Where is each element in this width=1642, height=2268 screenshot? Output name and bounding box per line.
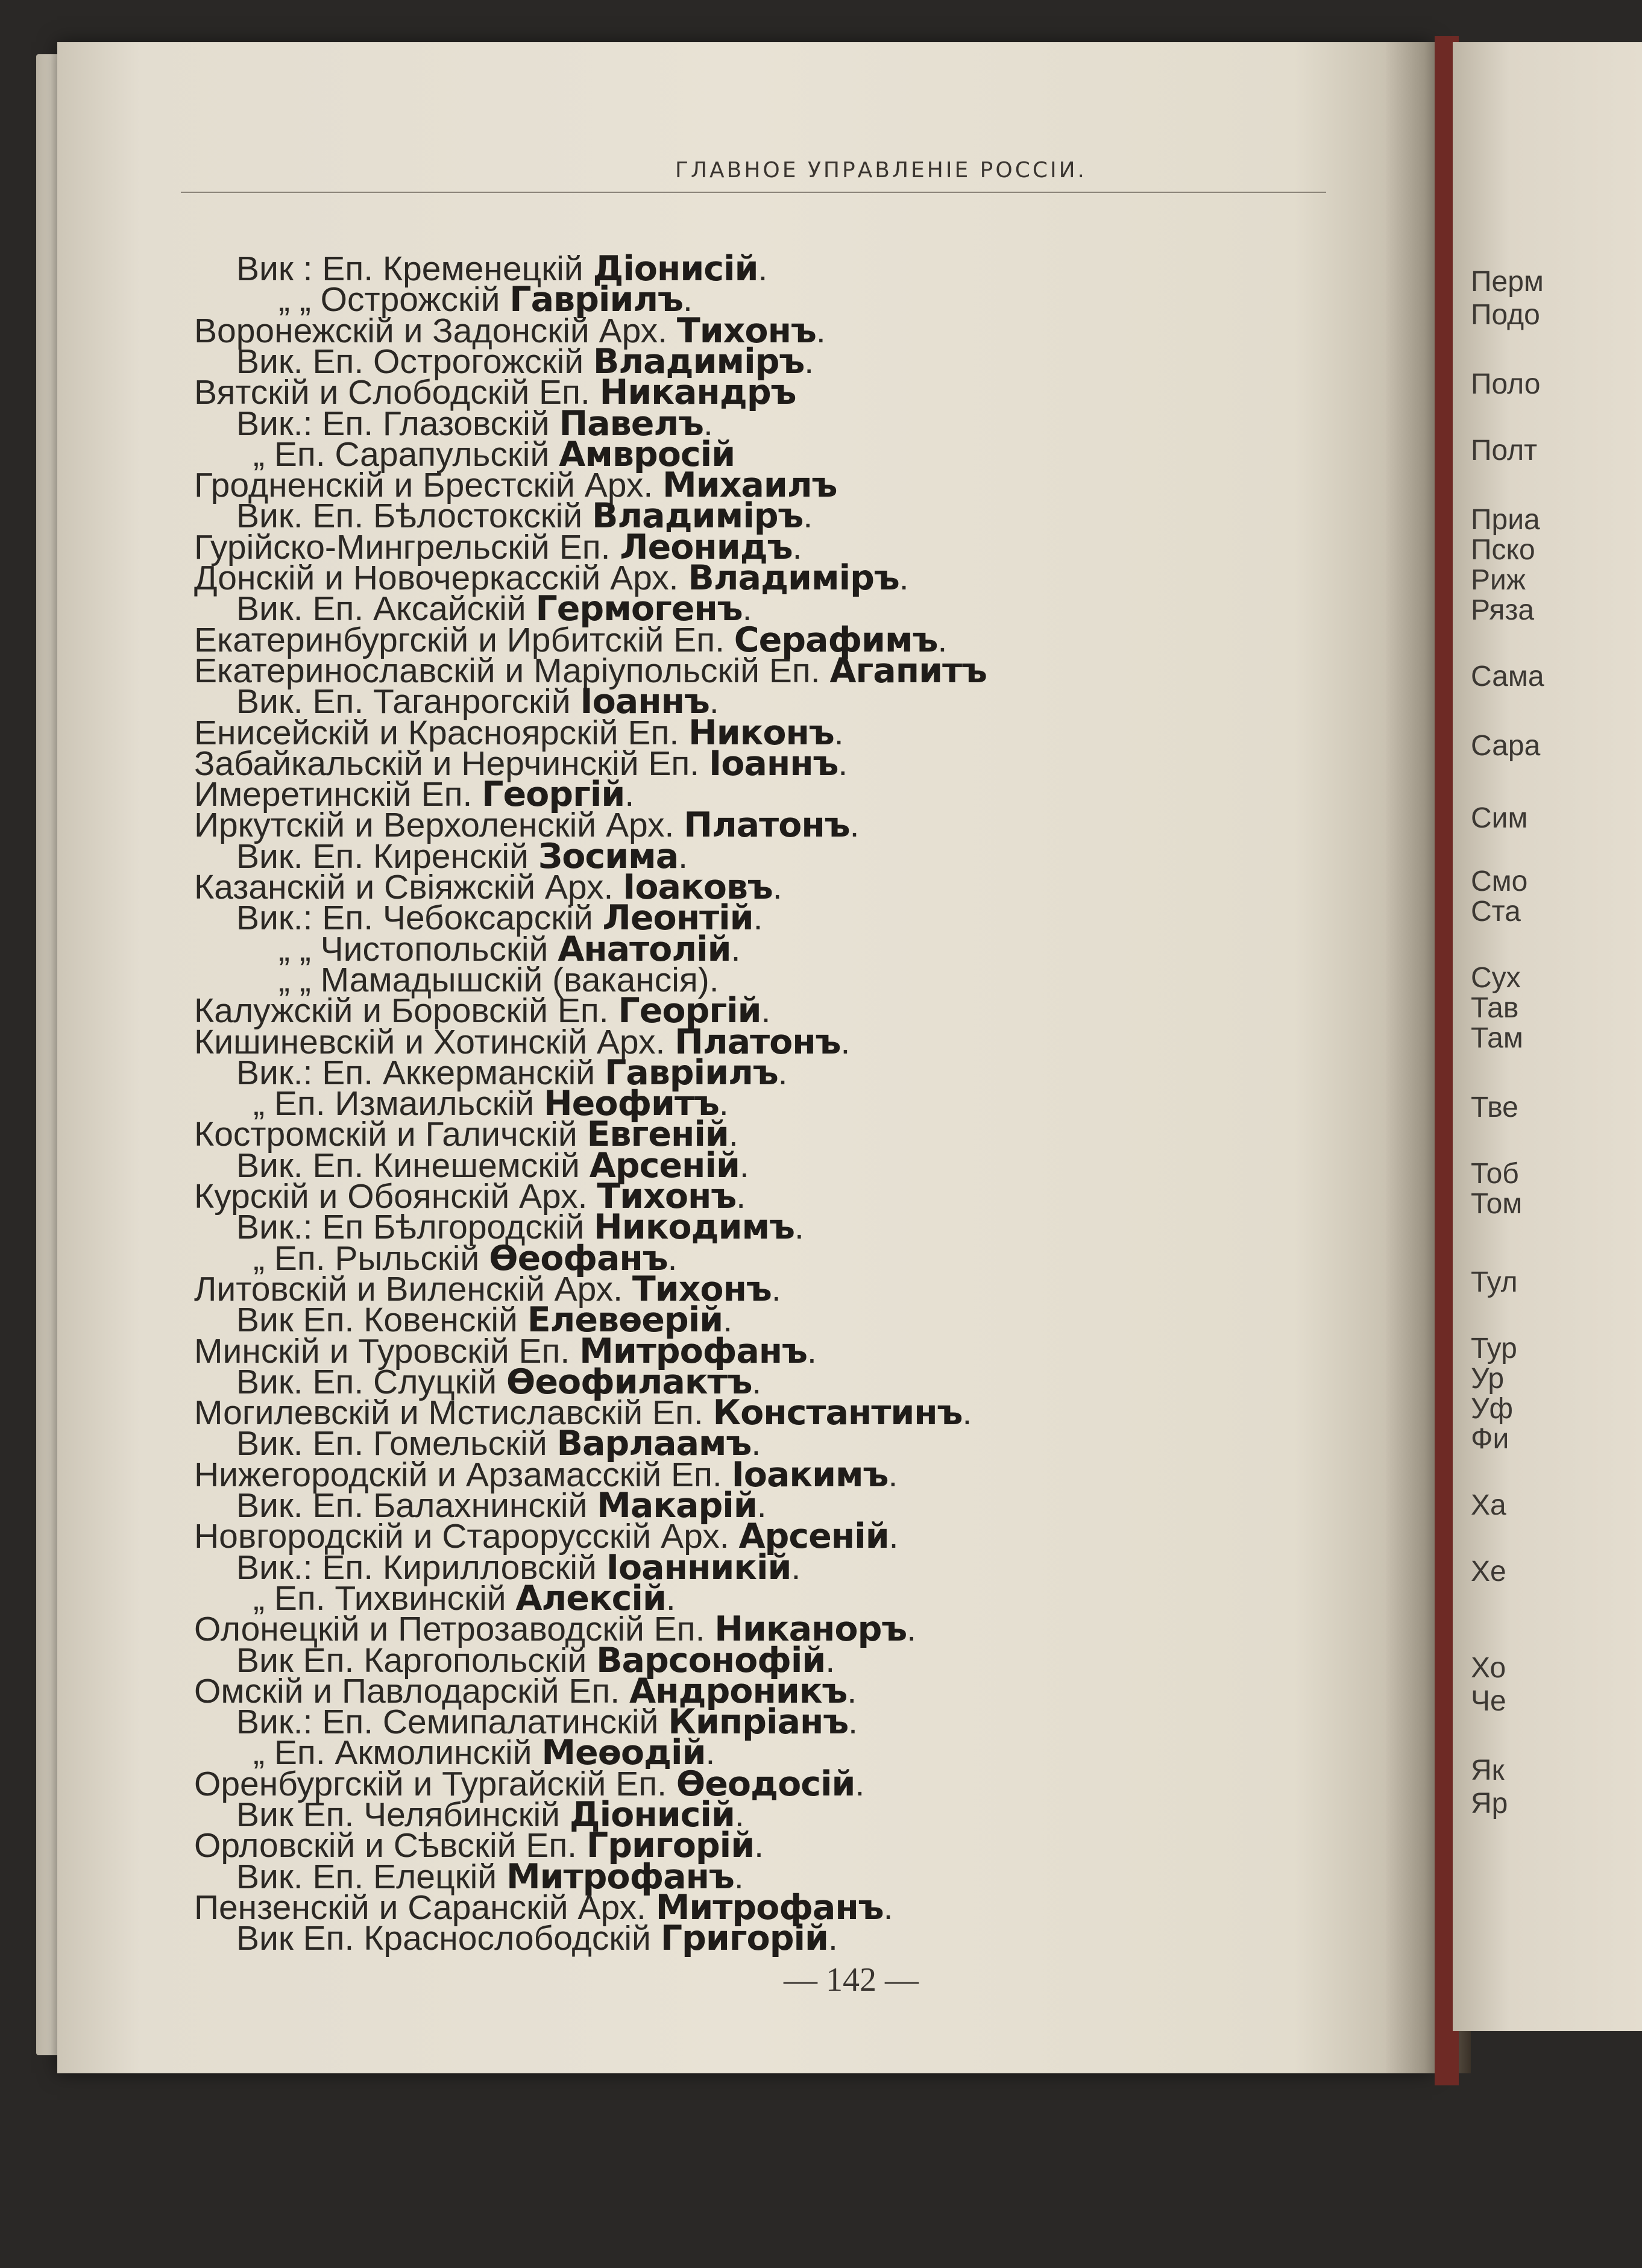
line-punct: .	[807, 1331, 817, 1371]
line-title: Екатеринославскій и Маріупольскій Еп.	[194, 651, 830, 690]
line-title: „ „ Острожскій	[278, 280, 510, 319]
line-punct: .	[723, 1301, 733, 1340]
right-page-word: Ряза	[1471, 594, 1535, 626]
line-title: Имеретинскій Еп.	[194, 775, 482, 814]
line-punct: .	[728, 1115, 738, 1154]
bishop-name: Кипріанъ	[668, 1702, 849, 1742]
line-title: Вик : Еп. Кременецкій	[236, 250, 593, 288]
right-page-word: Хо	[1471, 1652, 1506, 1684]
bishop-name: Тихонъ	[676, 310, 816, 351]
bishop-name: Гермогенъ	[535, 589, 743, 629]
bishop-name: Меѳодій	[541, 1733, 706, 1773]
line-punct: .	[734, 1795, 744, 1834]
line-title: Вик. Еп. Таганрогскій	[236, 682, 580, 721]
line-punct: .	[840, 1022, 851, 1061]
right-page-word: Як	[1471, 1754, 1505, 1786]
right-page-word: Сим	[1471, 802, 1528, 834]
right-page-word: Тве	[1471, 1092, 1518, 1123]
line-title: Енисейскій и Красноярскій Еп.	[194, 713, 689, 752]
bishop-name: Никонъ	[688, 712, 834, 753]
line-punct: .	[804, 342, 814, 381]
line-title: Воронежскій и Задонскій Арх.	[194, 311, 677, 350]
line-punct: .	[731, 929, 741, 969]
line-title: „ Еп. Измаильскій	[253, 1084, 544, 1123]
line-title: „ „ Мамадышскій (вакансія).	[278, 960, 719, 999]
right-page-word: Тул	[1471, 1266, 1518, 1298]
right-page-word: Поло	[1471, 368, 1541, 400]
line-punct: .	[889, 1517, 899, 1556]
bishop-name: Ѳеофанъ	[489, 1238, 668, 1278]
bishop-name: Георгій	[482, 774, 625, 815]
right-page-word: Подо	[1471, 299, 1540, 331]
line-punct: .	[803, 497, 813, 536]
right-page-word: Сара	[1471, 730, 1541, 762]
bishop-name: Діонисій	[569, 1795, 735, 1835]
bishop-name: Ѳеодосій	[676, 1764, 855, 1804]
line-title: „ Еп. Акмолинскій	[253, 1733, 542, 1773]
line-title: „ Еп. Тихвинскій	[253, 1578, 516, 1618]
bishop-name: Михаилъ	[662, 465, 837, 506]
line-punct: .	[703, 404, 713, 443]
line-punct: .	[742, 589, 752, 629]
bishop-name: Митрофанъ	[579, 1331, 808, 1371]
line-punct: .	[734, 1857, 744, 1896]
bishop-name: Георгій	[618, 991, 761, 1031]
line-title: Нижегородскій и Арзамасскій Еп.	[194, 1455, 732, 1494]
line-punct: .	[937, 620, 948, 659]
right-page-word: Ха	[1471, 1489, 1506, 1521]
line-title: Костромскій и Галичскій	[194, 1115, 587, 1154]
right-page-word: Там	[1471, 1022, 1523, 1054]
line-title: Вик. Еп. Кинешемскій	[236, 1146, 590, 1185]
right-page-word: Тав	[1471, 992, 1519, 1024]
line-punct: .	[771, 1269, 781, 1308]
line-title: Вик.: Еп. Глазовскій	[236, 404, 559, 443]
line-punct: .	[761, 991, 771, 1031]
bishop-name: Арсеній	[589, 1145, 740, 1186]
bishop-name: Іоаннъ	[708, 743, 838, 784]
line-punct: .	[847, 1671, 857, 1710]
line-title: Забайкальскій и Нерчинскій Еп.	[194, 744, 709, 783]
line-punct: .	[828, 1919, 838, 1958]
running-header: ГЛАВНОЕ УПРАВЛЕНІЕ РОССІИ.	[675, 158, 1087, 183]
list-line	[236, 1918, 838, 1959]
bishop-name: Митрофанъ	[506, 1856, 734, 1897]
line-title: Гродненскій и Брестскій Арх.	[194, 466, 662, 505]
line-title: Вик.: Еп Бѣлгородскій	[236, 1208, 594, 1247]
line-punct: .	[838, 744, 848, 783]
right-page-word: Уф	[1471, 1393, 1513, 1425]
bishop-name: Анатолій	[558, 929, 731, 969]
bishop-name: Гавріилъ	[604, 1052, 778, 1093]
bishop-name: Леонтій	[602, 898, 753, 938]
line-title: „ Еп. Сарапульскій	[253, 435, 559, 474]
line-title: Вик. Еп. Слуцкій	[236, 1362, 506, 1401]
right-page-word: Яр	[1471, 1788, 1508, 1820]
bishop-name: Серафимъ	[734, 620, 938, 660]
line-punct: .	[888, 1455, 898, 1494]
line-title: Казанскій и Свіяжскій Арх.	[194, 868, 623, 906]
right-page-word: Тоб	[1471, 1158, 1519, 1190]
right-page-word: Смо	[1471, 865, 1528, 897]
line-title: Омскій и Павлодарскій Еп.	[194, 1671, 629, 1710]
line-punct: .	[907, 1610, 917, 1649]
line-title: „ Еп. Рыльскій	[253, 1239, 489, 1278]
line-punct: .	[757, 1486, 767, 1525]
right-page-word: Полт	[1471, 435, 1538, 466]
line-title: Вик. Еп. Киренскій	[236, 837, 538, 876]
bishop-name: Амвросій	[559, 434, 735, 474]
line-title: Вик. Еп. Балахнинскій	[236, 1486, 597, 1525]
bishop-name: Зосима	[538, 836, 679, 876]
bishop-name: Алексій	[515, 1578, 666, 1618]
right-page-word: Фи	[1471, 1423, 1509, 1455]
right-page-word: Приа	[1471, 504, 1540, 536]
right-page-word: Сух	[1471, 962, 1521, 994]
line-title: Вик Еп. Краснослободскій	[236, 1919, 661, 1958]
line-punct: .	[834, 713, 844, 752]
line-title: Кишиневскій и Хотинскій Арх.	[194, 1022, 675, 1061]
line-title: Вик. Еп. Бѣлостокскій	[236, 497, 592, 536]
bishop-name: Макарій	[597, 1486, 757, 1525]
bishop-name: Агапитъ	[829, 650, 987, 691]
line-title: Иркутскій и Верхоленскій Арх.	[194, 806, 684, 845]
line-punct: .	[825, 1641, 835, 1680]
line-punct: .	[816, 311, 826, 350]
line-punct: .	[709, 682, 719, 721]
line-punct: .	[754, 1826, 764, 1865]
line-punct: .	[792, 527, 802, 567]
bishop-name: Арсеній	[738, 1516, 889, 1557]
line-title: Новгородскій и Старорусскій Арх.	[194, 1517, 739, 1556]
line-punct: .	[705, 1733, 716, 1773]
line-title: Калужскій и Боровскій Еп.	[194, 991, 618, 1031]
line-punct: .	[736, 1177, 746, 1216]
line-title: Вик.: Еп. Кирилловскій	[236, 1548, 606, 1587]
line-title: Вик.: Еп. Аккерманскій	[236, 1053, 605, 1092]
line-punct: .	[751, 1424, 761, 1463]
line-punct: .	[794, 1208, 804, 1247]
bishop-name: Платонъ	[675, 1022, 841, 1062]
bishop-name: Григорій	[586, 1826, 755, 1866]
line-title: Орловскій и Сѣвскій Еп.	[194, 1826, 587, 1865]
bishop-name: Владиміръ	[688, 558, 899, 598]
line-punct: .	[772, 868, 782, 906]
bishop-name: Владиміръ	[591, 496, 804, 536]
right-page-word: Че	[1471, 1685, 1506, 1717]
line-title: Олонецкій и Петрозаводскій Еп.	[194, 1610, 715, 1649]
bishop-name: Варлаамъ	[556, 1424, 752, 1464]
line-title: „ „ Чистопольскій	[278, 929, 558, 969]
bishop-name: Константинъ	[712, 1393, 963, 1433]
right-page-word: Пско	[1471, 534, 1535, 566]
line-title: Могилевскій и Мстиславскій Еп.	[194, 1393, 713, 1433]
bishop-name: Гавріилъ	[509, 280, 683, 320]
line-title: Литовскій и Виленскій Арх.	[194, 1269, 632, 1308]
bishop-name: Андроникъ	[629, 1671, 848, 1711]
line-punct: .	[778, 1053, 788, 1092]
line-punct: .	[752, 1362, 762, 1401]
line-title: Вик Еп. Ковенскій	[236, 1301, 527, 1340]
bishop-name: Платонъ	[684, 805, 850, 846]
bishop-name: Іоакимъ	[731, 1454, 889, 1495]
bishop-name: Ѳеофилактъ	[506, 1362, 752, 1402]
line-punct: .	[791, 1548, 801, 1587]
line-title: Донскій и Новочеркасскій Арх.	[194, 559, 688, 597]
line-title: Вик. Еп. Аксайскій	[236, 589, 536, 629]
line-punct: .	[665, 1578, 676, 1618]
line-punct: .	[758, 250, 768, 288]
bishop-name: Леонидъ	[620, 527, 793, 567]
bishop-name: Іоаннъ	[580, 682, 709, 722]
line-punct: .	[899, 559, 909, 597]
line-punct: .	[739, 1146, 749, 1185]
bishop-name: Григорій	[660, 1918, 828, 1959]
right-page-word: Хе	[1471, 1556, 1506, 1588]
line-title: Пензенскій и Саранскій Арх.	[194, 1888, 656, 1927]
line-title: Вик. Еп. Елецкій	[236, 1857, 506, 1896]
bishop-name: Митрофанъ	[655, 1887, 884, 1927]
line-title: Вик.: Еп. Семипалатинскій	[236, 1703, 668, 1742]
bishop-name: Діонисій	[593, 249, 758, 289]
bishop-name: Елевѳерій	[527, 1300, 723, 1340]
line-title: Вик Еп. Каргопольскій	[236, 1641, 597, 1680]
bishop-name: Іоаковъ	[623, 867, 773, 907]
line-title: Вик. Еп. Гомельскій	[236, 1424, 557, 1463]
line-title: Вик.: Еп. Чебоксарскій	[236, 899, 603, 938]
line-title: Минскій и Туровскій Еп.	[194, 1331, 580, 1371]
line-punct: .	[678, 837, 688, 876]
line-title: Оренбургскій и Тургайскій Еп.	[194, 1764, 676, 1803]
page-number: — 142 —	[784, 1961, 919, 1999]
line-punct: .	[962, 1393, 972, 1433]
line-punct: .	[855, 1764, 865, 1803]
line-punct: .	[719, 1084, 729, 1123]
right-page-word: Ста	[1471, 896, 1521, 928]
line-title: Гурійско-Мингрельскій Еп.	[194, 527, 620, 567]
line-punct: .	[624, 775, 635, 814]
right-page-word: Сама	[1471, 661, 1544, 693]
bishop-name: Никандръ	[599, 372, 796, 413]
line-title: Курскій и Обоянскій Арх.	[194, 1177, 597, 1216]
line-punct: .	[883, 1888, 893, 1927]
bishop-name: Тихонъ	[632, 1269, 772, 1309]
line-title: Вятскій и Слободскій Еп.	[194, 373, 600, 412]
bishop-name: Іоанникій	[606, 1547, 791, 1588]
right-page-word: Тур	[1471, 1333, 1517, 1365]
bishop-name: Никаноръ	[714, 1609, 907, 1650]
header-rule	[181, 192, 1326, 193]
right-page-word: Том	[1471, 1188, 1523, 1220]
line-title: Вик Еп. Челябинскій	[236, 1795, 570, 1834]
line-punct: .	[667, 1239, 678, 1278]
bishop-name: Тихонъ	[597, 1176, 737, 1216]
line-punct: .	[849, 806, 860, 845]
line-punct: .	[753, 899, 763, 938]
line-title: Вик. Еп. Острогожскій	[236, 342, 593, 381]
line-title: Екатеринбургскій и Ирбитскій Еп.	[194, 620, 734, 659]
right-page-word: Риж	[1471, 564, 1526, 596]
line-punct: .	[848, 1703, 858, 1742]
bishop-name: Никодимъ	[594, 1207, 794, 1248]
bishop-name: Варсонофій	[596, 1640, 826, 1680]
bishop-name: Владиміръ	[593, 341, 805, 382]
right-page-word: Ур	[1471, 1363, 1505, 1395]
line-punct: .	[682, 280, 693, 319]
right-page-word: Перм	[1471, 266, 1544, 298]
bishop-name: Павелъ	[559, 403, 703, 444]
bishop-name: Евгеній	[587, 1114, 729, 1155]
bishop-name: Неофитъ	[543, 1084, 719, 1124]
